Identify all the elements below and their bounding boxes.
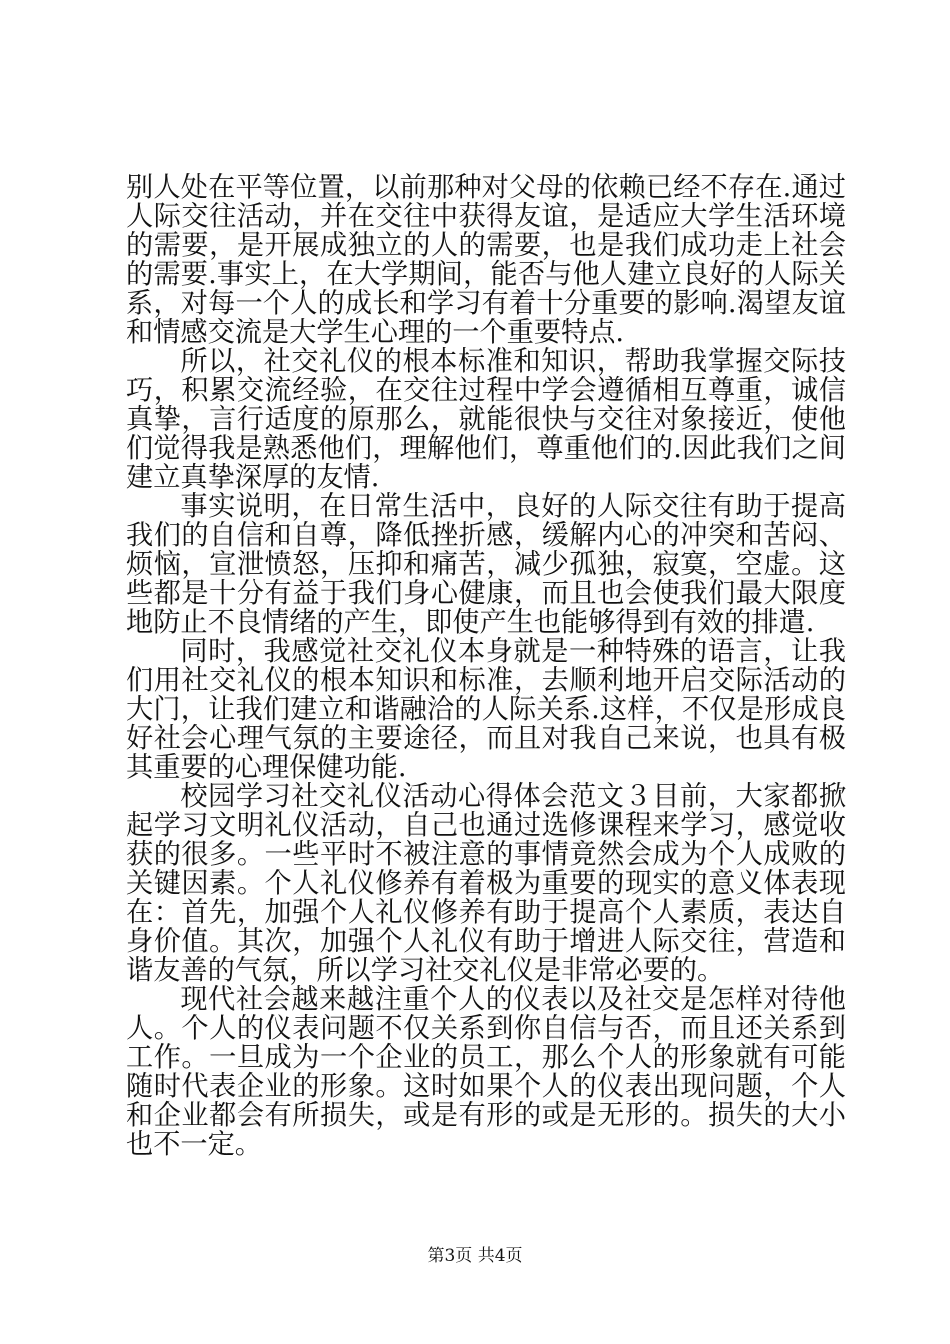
document-body [126,173,846,1159]
paragraph-6: 现代社会越来越注重个人的仪表以及社交是怎样对待他人。个人的仪表问题不仅关系到你自信与否，而且还关系到工作。一旦成为一个企业的员工，那么个人的形象就有可能随时代表企业的形象。这时如果个人的仪表出现问题，个人和企业都会有所损失，或是有形的或是无形的。损失的大小也不一定。 [126,984,846,1160]
page-footer [0,1245,950,1267]
page-number-label: 第3页 共4页 [427,1246,523,1266]
paragraph-2: 所以，社交礼仪的根本标准和知识，帮助我掌握交际技巧，积累交流经验，在交往过程中学会遵循相互尊重，诚信真挚，言行适度的原那么，就能很快与交往对象接近，使他们觉得我是熟悉他们，理解他们，尊重他们的.因此我们之间建立真挚深厚的友情. [126,346,846,493]
paragraph-4: 同时，我感觉社交礼仪本身就是一种特殊的语言，让我们用社交礼仪的根本知识和标准，去顺利地开启交际活动的大门，让我们建立和谐融洽的人际关系.这样，不仅是形成良好社会心理气氛的主要途径，而且对我自己来说，也具有极其重要的心理保健功能. [126,636,846,783]
paragraph-1: 别人处在平等位置，以前那种对父母的依赖已经不存在.通过人际交往活动，并在交往中获得友谊，是适应大学生活环境的需要，是开展成独立的人的需要，也是我们成功走上社会的需要.事实上，在大学期间，能否与他人建立良好的人际关系，对每一个人的成长和学习有着十分重要的影响.渴望友谊和情感交流是大学生心理的一个重要特点. [126,172,846,348]
paragraph-3: 事实说明，在日常生活中，良好的人际交往有助于提高我们的自信和自尊，降低挫折感，缓解内心的冲突和苦闷、烦恼，宣泄愤怒，压抑和痛苦，减少孤独，寂寞，空虚。这些都是十分有益于我们身心健康，而且也会使我们最大限度地防止不良情绪的产生，即使产生也能够得到有效的排遣. [126,491,846,638]
paragraph-5: 校园学习社交礼仪活动心得体会范文３目前，大家都掀起学习文明礼仪活动，自己也通过选修课程来学习，感觉收获的很多。一些平时不被注意的事情竟然会成为个人成败的关键因素。个人礼仪修养有着极为重要的现实的意义体表现在：首先，加强个人礼仪修养有助于提高个人素质，表达自身价值。其次，加强个人礼仪有助于增进人际交往，营造和谐友善的气氛，所以学习社交礼仪是非常必要的。 [126,781,846,986]
